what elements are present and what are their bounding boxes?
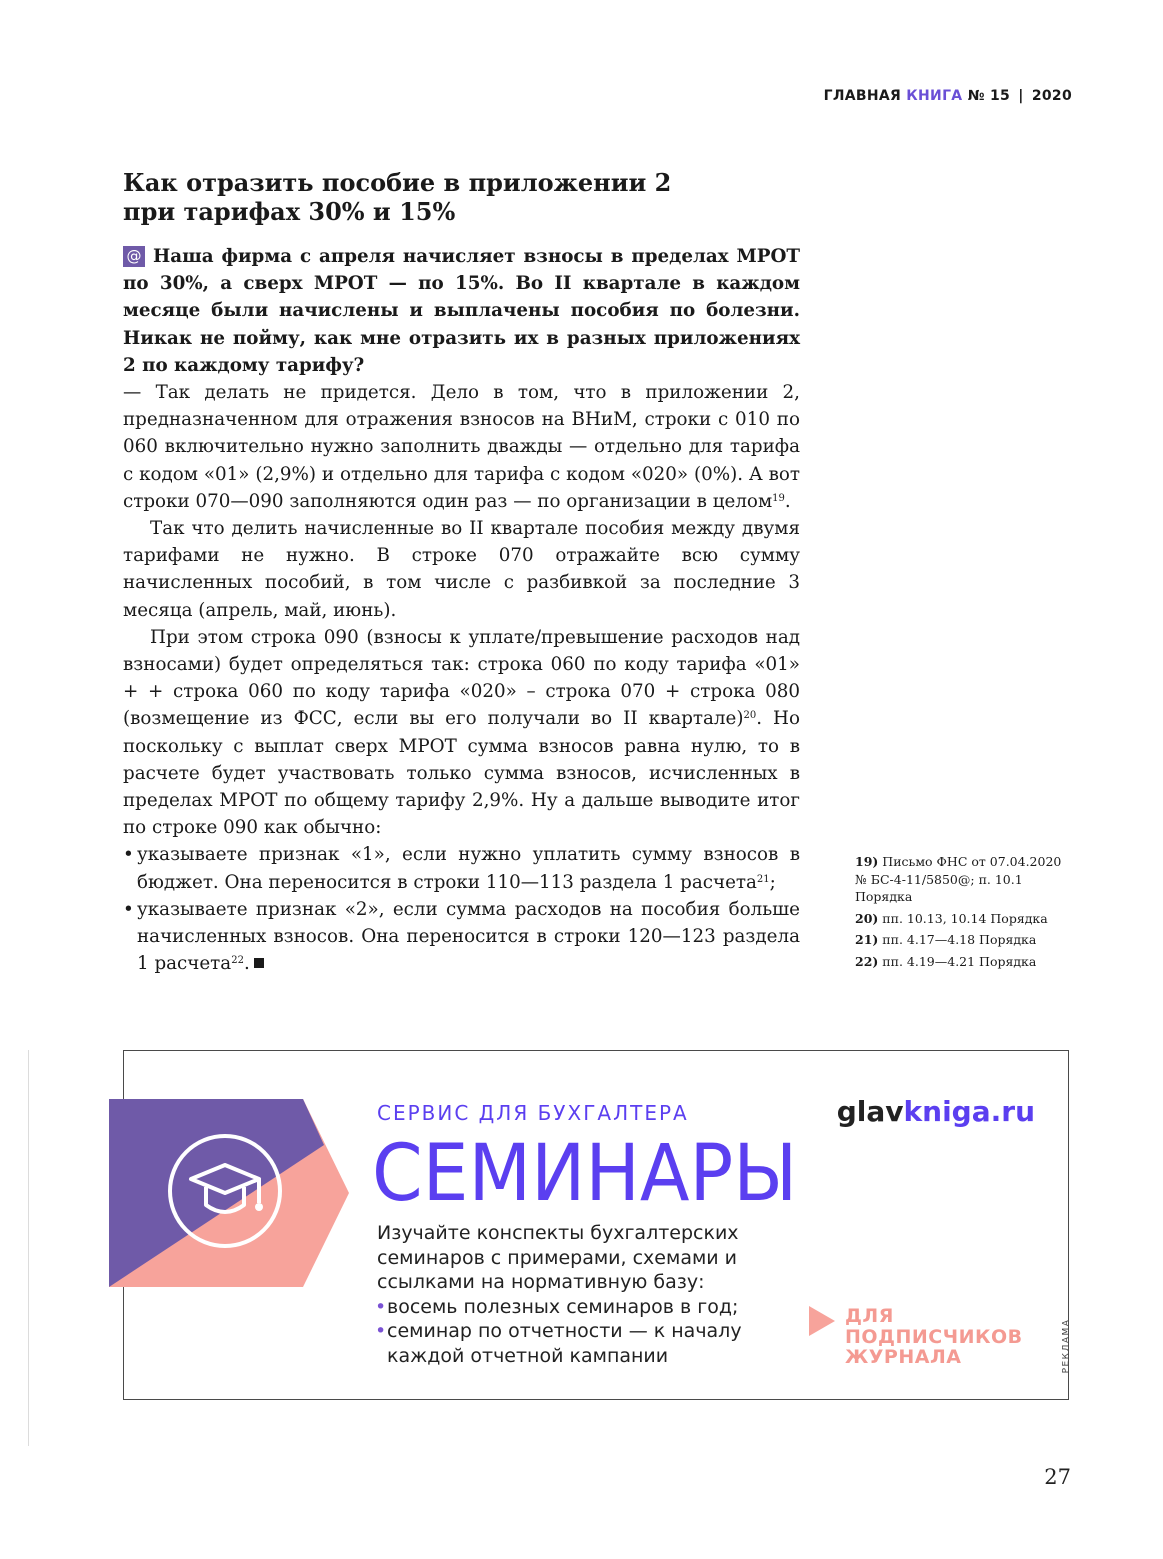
at-icon: @	[123, 246, 145, 267]
list-item: • семинар по отчетности — к началу каждой отчетной кампании	[377, 1319, 797, 1368]
footnote	[855, 853, 1070, 906]
ad-label: РЕКЛАМА	[1061, 1318, 1072, 1374]
answer-text-3b: . Но поскольку с выплат сверх МРОТ сумма взносов равна нулю, то в расчете будет участвовать только сумма взносов, исчисленных в пределах МРОТ по общему тарифу 2,9%. Ну а дальше выводите итог по строке 090 как обычно:	[123, 708, 800, 839]
ad-feature-list	[377, 1295, 797, 1369]
ad-description	[377, 1221, 797, 1368]
reader-question	[123, 243, 800, 379]
ad-site-link[interactable]	[837, 1095, 1035, 1128]
ad-title: СЕМИНАРЫ	[372, 1129, 798, 1219]
seminars-advertisement[interactable]	[123, 1050, 1072, 1400]
footnote-text: пп. 4.17—4.18 Порядка	[882, 932, 1037, 947]
answer-paragraph-3	[123, 624, 800, 842]
footnote	[855, 910, 1070, 928]
header-separator: |	[1018, 88, 1024, 104]
subscriber-note-line: ДЛЯ	[845, 1305, 894, 1327]
subscriber-note-line: ПОДПИСЧИКОВ	[845, 1325, 1023, 1348]
article-body	[123, 243, 800, 977]
subscriber-note	[845, 1306, 1045, 1368]
footnote	[855, 953, 1070, 971]
bullet-end: ;	[769, 871, 776, 893]
article-title	[123, 168, 743, 226]
footnote-ref-21: 21	[756, 873, 770, 885]
subscriber-note-line: ЖУРНАЛА	[845, 1346, 962, 1368]
issue-year: 2020	[1031, 88, 1072, 104]
page-number: 27	[1044, 1465, 1071, 1489]
play-arrow-icon	[809, 1306, 835, 1336]
footnote-text: пп. 4.19—4.21 Порядка	[882, 953, 1037, 969]
footnote-number: 22)	[855, 953, 879, 969]
footnote-number: 21)	[855, 932, 879, 947]
answer-text-1-end: .	[784, 490, 791, 512]
footnote-ref-19: 19	[772, 492, 785, 504]
bullet-end: .	[243, 953, 250, 975]
bullet-text: указываете признак «1», если нужно уплатить сумму взносов в бюджет. Она переносится в строки 110—113 раздела 1 расчета	[137, 844, 800, 893]
footnotes	[855, 853, 1070, 974]
answer-text-3a: При этом строка 090 (взносы к уплате/превышение расходов над взносами) будет определяться так: строка 060 по коду тарифа «01» + + строка 060 по коду тарифа «020» – строка 070 + строка 080 (возмещение из ФСС, если вы его получали во II квартале)	[123, 626, 800, 730]
brand-name-part2: КНИГА	[906, 88, 963, 104]
list-item	[123, 896, 800, 978]
margin-divider	[28, 1050, 29, 1446]
site-name-part1: glav	[836, 1095, 904, 1128]
bullet-text: указываете признак «2», если сумма расходов на пособия больше начисленных взносов. Она переносится в строки 120—123 раздела 1 расчета	[137, 898, 800, 975]
answer-bullet-list	[123, 841, 800, 977]
ad-description-text: Изучайте конспекты бухгалтерских семинаров с примерами, схемами и ссылками на нормативную базу:	[377, 1222, 739, 1293]
ad-subtitle: СЕРВИС ДЛЯ БУХГАЛТЕРА	[377, 1101, 689, 1125]
article-title-line2: при тарифах 30% и 15%	[123, 197, 456, 226]
footnote-text: пп. 10.13, 10.14 Порядка	[882, 910, 1048, 926]
answer-paragraph-1	[123, 379, 800, 515]
magazine-header	[824, 88, 1072, 104]
footnote-number: 20)	[855, 910, 879, 926]
footnote-ref-22: 22	[231, 955, 244, 967]
answer-paragraph-2: Так что делить начисленные во II квартале пособия между двумя тарифами не нужно. В строке 070 отражайте всю сумму начисленных пособий, в том числе с разбивкой за последние 3 месяца (апрель, май, июнь).	[123, 518, 800, 621]
answer-text-1: — Так делать не придется. Дело в том, что в приложении 2, предназначенном для отражения взносов на ВНиМ, строки с 010 по 060 включительно нужно заполнить дважды — отдельно для тарифа с кодом «01» (2,9%) и отдельно для тарифа с кодом «020» (0%). А вот строки 070—090 заполняются один раз — по организации в целом	[123, 382, 800, 512]
question-text: Наша фирма с апреля начисляет взносы в пределах МРОТ по 30%, а сверх МРОТ — по 15%. Во II квартале в каждом месяце были начислены и выплачены пособия по болезни. Никак не пойму, как мне отразить их в разных приложениях 2 по каждому тарифу?	[123, 246, 800, 376]
issue-number: № 15	[967, 88, 1011, 104]
footnote	[855, 931, 1070, 949]
list-item: • восемь полезных семинаров в год;	[377, 1295, 797, 1320]
list-item	[123, 841, 800, 895]
end-of-article-mark	[254, 958, 264, 968]
ad-banner-art	[109, 1099, 349, 1289]
footnote-text: Письмо ФНС от 07.04.2020 № БС-4-11/5850@; п. 10.1 Порядка	[855, 854, 1062, 904]
footnote-number: 19)	[855, 854, 879, 869]
site-name-part2: kniga.ru	[903, 1095, 1035, 1128]
brand-name-part1: ГЛАВНАЯ	[823, 88, 902, 104]
article-title-line1: Как отразить пособие в приложении 2	[123, 168, 672, 197]
footnote-ref-20: 20	[743, 710, 757, 722]
